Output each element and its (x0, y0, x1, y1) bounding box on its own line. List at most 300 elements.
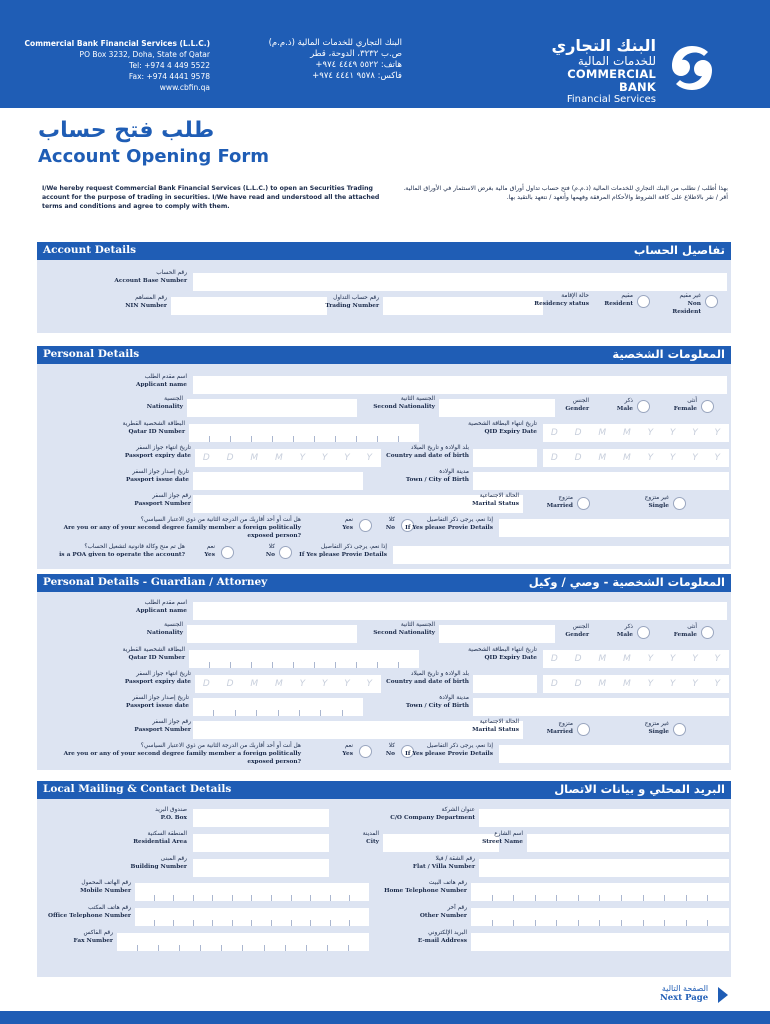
next-arrow-icon[interactable] (718, 987, 728, 1003)
date-m: M (622, 679, 632, 689)
option-male (597, 624, 633, 639)
label-ar: تاريخ انتهاء جواز السفر (136, 445, 191, 451)
label-building (67, 856, 187, 871)
label-ar: غير مقيم (679, 293, 701, 299)
label-second-nationality (315, 396, 435, 411)
label-ar: بلد الولادة و تاريخ الميلاد (410, 445, 469, 451)
label-ar: مدينة الولادة (439, 695, 469, 701)
label-passport-expiry (71, 445, 191, 460)
fax-number-input[interactable] (117, 933, 369, 951)
label-ar: الجنسية (164, 396, 183, 402)
label-en: Office Telephone Number (48, 913, 131, 919)
label-passport-number (71, 719, 191, 734)
label-ar: كلا (388, 517, 395, 523)
label-en: is a POA given to operate the account? (59, 552, 185, 558)
label-birth (349, 671, 469, 686)
date-d: D (550, 654, 559, 664)
label-ar: ذكر (624, 624, 633, 630)
label-en: Qatar ID Number (128, 429, 185, 435)
label-en: Female (673, 632, 697, 638)
label-ar: رقم الهاتف المحمول (81, 880, 131, 886)
poa-yes-radio[interactable] (221, 546, 234, 559)
guardian-name-input[interactable] (193, 602, 727, 620)
fax-ar: فاكس: ٩٥٧٨ ٤٤٤١ ٩٧٤+ (312, 71, 402, 81)
website-link[interactable]: www.cbfin.qa (159, 83, 210, 92)
label-ar: نعم (344, 743, 353, 749)
label-ar: رقم الشقة / فيلا (435, 856, 475, 862)
label-en: Are you or any of your second degree family member a foreign politically exposed person? (63, 751, 301, 765)
option-pep-yes (313, 743, 353, 758)
date-y: Y (344, 453, 351, 463)
label-en: Country and date of birth (386, 679, 469, 685)
label-passport-issue (69, 695, 189, 710)
label-en: Nationality (146, 404, 183, 410)
section-title-ar: تفاصيل الحساب (633, 243, 725, 257)
building-number-input[interactable] (193, 859, 329, 877)
label-flat (355, 856, 475, 871)
label-ar: رقم آخر (447, 905, 467, 911)
label-en: Male (616, 406, 633, 412)
fax-en: Fax: +974 4441 9578 (128, 72, 210, 81)
label-en: Town / City of Birth (405, 703, 469, 709)
date-m: M (250, 679, 260, 689)
date-m: M (598, 679, 608, 689)
label-ar: رقم المبنى (160, 856, 187, 862)
label-ar: بلد الولادة و تاريخ الميلاد (410, 671, 469, 677)
label-nationality (63, 622, 183, 637)
form-title-ar: طلب فتح حساب (38, 118, 215, 143)
single-radio[interactable] (673, 497, 686, 510)
label-office-tel (11, 905, 131, 920)
date-y: Y (299, 453, 307, 463)
date-y: Y (321, 679, 329, 689)
label-en: Married (546, 503, 573, 509)
label-ar: الجنسية الثانية (400, 396, 435, 402)
date-y: Y (321, 453, 329, 463)
guardian-birth-date-input[interactable] (543, 675, 729, 693)
female-radio[interactable] (701, 400, 714, 413)
option-male (597, 398, 633, 413)
date-y: Y (344, 679, 351, 689)
tel-en: Tel: +974 4 449 5522 (129, 61, 210, 70)
date-y: Y (714, 679, 721, 689)
label-account-no (67, 270, 187, 285)
label-en: Passport issue date (126, 477, 189, 483)
label-en: Trading Number (325, 303, 379, 309)
label-ar: نعم (206, 544, 215, 550)
label-qid-expiry (417, 421, 537, 436)
option-married (537, 495, 573, 510)
label-en: Single (648, 503, 669, 509)
label-ar: رقم جواز السفر (152, 719, 191, 725)
brand-wordmark (528, 38, 656, 106)
section-title-en: Personal Details (43, 348, 140, 360)
label-en: If Yes please Provie Details (299, 552, 387, 558)
label-en: Marital Status (472, 501, 519, 507)
label-en: E-mail Address (417, 938, 467, 944)
other-number-input[interactable] (471, 908, 729, 926)
applicant-name-input[interactable] (193, 376, 727, 394)
label-applicant-name (67, 600, 187, 615)
date-y: Y (692, 679, 699, 689)
label-en: QID Expiry Date (484, 655, 537, 661)
pep-details-input[interactable] (499, 519, 729, 537)
label-ar: المنطقة السكنية (147, 831, 187, 837)
qid-expiry-date-input[interactable] (543, 424, 729, 442)
label-home-tel (347, 880, 467, 895)
label-ar: الجنس (572, 624, 589, 630)
next-page-link[interactable] (660, 984, 708, 1003)
label-ar: الحالة الاجتماعية (479, 493, 519, 499)
label-en: Applicant name (136, 608, 187, 614)
male-radio[interactable] (637, 400, 650, 413)
date-m: M (250, 453, 260, 463)
footer-bar (0, 1011, 770, 1024)
date-m: M (274, 453, 284, 463)
date-d: D (550, 453, 559, 463)
date-y: Y (366, 679, 373, 689)
guardian-male-radio[interactable] (637, 626, 650, 639)
label-en: Gender (565, 406, 589, 412)
label-email (347, 930, 467, 945)
label-ar: كلا (388, 743, 395, 749)
label-ar: الحالة الاجتماعية (479, 719, 519, 725)
label-qid (65, 421, 185, 436)
label-ar: هل أنت أو أحد أقاربك من الدرجة الثانية من ذوي الاعتبار السياسي؟ (140, 743, 301, 749)
guardian-qid-input[interactable] (189, 650, 419, 668)
header-banner (0, 0, 770, 108)
guardian-town-of-birth-input[interactable] (473, 698, 729, 716)
option-married (537, 721, 573, 736)
date-m: M (622, 428, 632, 438)
next-page-label-ar: الصفحة التالية (661, 984, 709, 993)
section-title-ar: البريد المحلي و بيانات الاتصال (554, 782, 725, 796)
label-en: Flat / Villa Number (412, 864, 475, 870)
label-ar: هل تم منح وكالة قانونية لتشغيل الحساب؟ (84, 544, 185, 550)
label-ar: كلا (268, 544, 275, 550)
label-en: Residential Area (133, 839, 187, 845)
tel-ar: هاتف: ٥٥٢٢ ٤٤٤٩ ٩٧٤+ (315, 60, 402, 70)
option-poa-yes (187, 544, 215, 559)
label-ar: متزوج (558, 495, 573, 501)
label-residential-area (67, 831, 187, 846)
label-en: Yes (204, 552, 215, 558)
label-en: NIN Number (125, 303, 167, 309)
date-y: Y (714, 428, 721, 438)
label-en: Marital Status (472, 727, 519, 733)
label-en: Town / City of Birth (405, 477, 469, 483)
label-pep (51, 517, 301, 540)
account-number-input[interactable] (193, 273, 727, 291)
date-y: Y (669, 453, 677, 463)
date-d: D (202, 453, 211, 463)
date-m: M (622, 453, 632, 463)
label-ar: ذكر (624, 398, 633, 404)
label-en: Are you or any of your second degree family member a foreign politically exposed person? (63, 525, 301, 539)
label-nationality (63, 396, 183, 411)
non-resident-radio[interactable] (705, 295, 718, 308)
label-en: Married (546, 729, 573, 735)
date-y: Y (692, 654, 699, 664)
label-pep-details (373, 517, 493, 532)
brand-ar-1: البنك التجاري (551, 36, 656, 55)
pobox-input[interactable] (193, 809, 329, 827)
birth-country-input[interactable] (473, 449, 537, 467)
section-bar-personal (37, 346, 731, 364)
guardian-pep-details-input[interactable] (499, 745, 729, 763)
label-en: Passport Number (134, 501, 191, 507)
address-ar: ص.ب ٣٢٣٢، الدوحة، قطر (310, 49, 402, 59)
section-title-en: Personal Details - Guardian / Attorney (43, 576, 268, 588)
label-en: Building Number (130, 864, 187, 870)
label-en: Street Name (482, 839, 523, 845)
bank-logo-icon (664, 40, 720, 96)
label-en: Home Telephone Number (384, 888, 467, 894)
label-ar: حالة الإقامة (561, 293, 589, 299)
label-ar: نعم (344, 517, 353, 523)
label-en: Passport expiry date (124, 453, 191, 459)
date-m: M (622, 654, 632, 664)
label-other-number (347, 905, 467, 920)
label-ar: تاريخ إصدار جواز السفر (132, 695, 189, 701)
label-ar: إذا نعم، يرجى ذكر التفاصيل (427, 743, 493, 749)
company-name-ar: البنك التجاري للخدمات المالية (ذ.م.م) (268, 38, 402, 48)
date-m: M (598, 453, 608, 463)
company-name-en: Commercial Bank Financial Services (L.L.C.) (24, 39, 210, 48)
label-ar: مدينة الولادة (439, 469, 469, 475)
label-mobile (11, 880, 131, 895)
label-marital-status (399, 719, 519, 734)
label-ar: الجنسية (164, 622, 183, 628)
resident-radio[interactable] (637, 295, 650, 308)
guardian-married-radio[interactable] (577, 723, 590, 736)
date-d: D (574, 453, 583, 463)
date-y: Y (647, 428, 655, 438)
label-en: Second Nationality (373, 630, 435, 636)
label-trading (259, 295, 379, 310)
label-ar: تاريخ انتهاء البطاقة الشخصية (468, 647, 537, 653)
label-en: Nationality (146, 630, 183, 636)
passport-issue-date-input[interactable] (193, 472, 363, 490)
birth-date-input[interactable] (543, 449, 729, 467)
date-d: D (574, 428, 583, 438)
label-ar: البطاقة الشخصية القطرية (122, 421, 185, 427)
date-y: Y (669, 654, 677, 664)
date-y: Y (647, 679, 655, 689)
label-en: P.O. Box (160, 815, 187, 821)
form-title-en: Account Opening Form (38, 146, 270, 167)
panel-mailing (37, 799, 731, 977)
label-en: Fax Number (73, 938, 113, 944)
label-fax (0, 930, 113, 945)
option-resident (597, 293, 633, 308)
label-en: Country and date of birth (386, 453, 469, 459)
flat-villa-input[interactable] (479, 859, 729, 877)
label-en: Applicant name (136, 382, 187, 388)
label-town-birth (349, 469, 469, 484)
label-en: Male (616, 632, 633, 638)
label-ar: اسم مقدم الطلب (144, 374, 187, 380)
label-ar: متزوج (558, 721, 573, 727)
label-ar: رقم جواز السفر (152, 493, 191, 499)
label-en: No (385, 751, 395, 757)
brand-en-2: Financial Services (566, 94, 656, 105)
label-ar: غير متزوج (644, 721, 669, 727)
label-en: Non Resident (672, 301, 701, 315)
intro-text-en: I/We hereby request Commercial Bank Financial Services (L.L.C.) to open an Securities Trading account for the purpose of trading in securities. I/We have read and understood all the attached terms and conditions and agree to comply with them. (42, 185, 380, 210)
label-marital-status (399, 493, 519, 508)
label-pobox (67, 807, 187, 822)
company-department-input[interactable] (479, 809, 729, 827)
header-contact-en (25, 38, 210, 93)
date-y: Y (647, 453, 655, 463)
label-ar: أنثى (687, 398, 697, 404)
label-en: Passport Number (134, 727, 191, 733)
email-address-input[interactable] (471, 933, 729, 951)
label-ar: رقم الفاكس (83, 930, 113, 936)
label-ar: رقم هاتف المكتب (88, 905, 131, 911)
label-ar: صندوق البريد (155, 807, 187, 813)
label-ar: تاريخ إصدار جواز السفر (132, 469, 189, 475)
address-en: PO Box 3232, Doha, State of Qatar (79, 50, 210, 59)
label-en: Passport expiry date (124, 679, 191, 685)
label-street (403, 831, 523, 846)
label-en: Residency status (534, 301, 589, 307)
label-ar: المدينة (362, 831, 379, 837)
label-en: Mobile Number (80, 888, 131, 894)
date-d: D (226, 679, 235, 689)
label-ar: رقم هاتف البيت (428, 880, 467, 886)
label-en: Yes (342, 751, 353, 757)
label-residency (469, 293, 589, 308)
option-single (631, 721, 669, 736)
label-poa-details (267, 544, 387, 559)
label-ar: رقم المساهم (135, 295, 167, 301)
date-y: Y (714, 654, 721, 664)
intro-text-ar: بهذا أطلب / نطلب من البنك التجاري للخدمات المالية (ذ.م.م) فتح حساب تداول أوراق مالية بغرض الاستثمار في الأوراق المالية. أقر / نقر بالاطلاع على كافة الشروط والأحكام المرفقة وفهمها وأتعهد / نتعهد بالتقيد بها. (403, 185, 728, 201)
date-d: D (202, 679, 211, 689)
label-en: Female (673, 406, 697, 412)
label-en: If Yes please Provie Details (405, 525, 493, 531)
section-bar-guardian (37, 574, 731, 592)
label-qid (65, 647, 185, 662)
label-ar: عنوان الشركة (441, 807, 475, 813)
brand-ar-2: للخدمات المالية (577, 54, 656, 68)
poa-details-input[interactable] (393, 546, 729, 564)
label-en: Single (648, 729, 669, 735)
label-en: No (385, 525, 395, 531)
label-qid-expiry (417, 647, 537, 662)
label-ar: اسم مقدم الطلب (144, 600, 187, 606)
label-birth (349, 445, 469, 460)
label-en: Passport issue date (126, 703, 189, 709)
guardian-female-radio[interactable] (701, 626, 714, 639)
date-y: Y (669, 428, 677, 438)
date-m: M (598, 654, 608, 664)
panel-guardian (37, 592, 731, 770)
date-y: Y (366, 453, 373, 463)
label-en: Resident (604, 301, 633, 307)
label-en: Second Nationality (373, 404, 435, 410)
label-ar: رقم الحساب (156, 270, 187, 276)
label-ar: اسم الشارع (494, 831, 523, 837)
label-ar: البريد الإلكتروني (428, 930, 467, 936)
label-en: No (265, 552, 275, 558)
label-pep (51, 743, 301, 766)
label-ar: الجنسية الثانية (400, 622, 435, 628)
office-telephone-input[interactable] (135, 908, 369, 926)
date-d: D (550, 679, 559, 689)
label-pep-details (373, 743, 493, 758)
label-ar: إذا نعم، يرجى ذكر التفاصيل (321, 544, 387, 550)
date-d: D (226, 453, 235, 463)
label-town-birth (349, 695, 469, 710)
label-city (259, 831, 379, 846)
guardian-passport-issue-input[interactable] (193, 698, 363, 716)
label-poa (51, 544, 185, 559)
label-en: Gender (565, 632, 589, 638)
label-ar: إذا نعم، يرجى ذكر التفاصيل (427, 517, 493, 523)
section-bar-mailing (37, 781, 731, 799)
section-title-en: Local Mailing & Contact Details (43, 783, 232, 795)
label-second-nationality (315, 622, 435, 637)
header-contact-ar (262, 38, 402, 82)
date-d: D (550, 428, 559, 438)
mobile-number-input[interactable] (135, 883, 369, 901)
label-en: City (366, 839, 379, 845)
next-page-label-en: Next Page (660, 993, 709, 1003)
section-title-ar: المعلومات الشخصية (612, 347, 725, 361)
qid-number-input[interactable] (189, 424, 419, 442)
label-passport-issue (69, 469, 189, 484)
option-female (659, 624, 697, 639)
label-ar: البطاقة الشخصية القطرية (122, 647, 185, 653)
label-nin (47, 295, 167, 310)
option-female (659, 398, 697, 413)
street-name-input[interactable] (527, 834, 729, 852)
option-pep-yes (313, 517, 353, 532)
label-company (355, 807, 475, 822)
label-gender (469, 398, 589, 413)
date-y: Y (647, 654, 655, 664)
date-y: Y (299, 679, 307, 689)
label-ar: هل أنت أو أحد أقاربك من الدرجة الثانية من ذوي الاعتبار السياسي؟ (140, 517, 301, 523)
guardian-birth-country-input[interactable] (473, 675, 537, 693)
home-telephone-input[interactable] (471, 883, 729, 901)
label-ar: غير متزوج (644, 495, 669, 501)
label-ar: الجنس (572, 398, 589, 404)
date-d: D (574, 679, 583, 689)
date-y: Y (714, 453, 721, 463)
label-en: C/O Company Department (390, 815, 475, 821)
label-ar: مقيم (621, 293, 633, 299)
town-of-birth-input[interactable] (473, 472, 729, 490)
label-en: If Yes please Provie Details (405, 751, 493, 757)
section-title-en: Account Details (43, 244, 137, 256)
guardian-qid-expiry-input[interactable] (543, 650, 729, 668)
date-m: M (598, 428, 608, 438)
married-radio[interactable] (577, 497, 590, 510)
label-en: QID Expiry Date (484, 429, 537, 435)
date-m: M (274, 679, 284, 689)
section-title-ar: المعلومات الشخصية - وصي / وكيل (528, 575, 725, 589)
guardian-single-radio[interactable] (673, 723, 686, 736)
label-en: Yes (342, 525, 353, 531)
brand-en-1: COMMERCIAL BANK (567, 67, 656, 94)
label-ar: تاريخ انتهاء البطاقة الشخصية (468, 421, 537, 427)
label-passport-number (71, 493, 191, 508)
date-y: Y (692, 453, 699, 463)
